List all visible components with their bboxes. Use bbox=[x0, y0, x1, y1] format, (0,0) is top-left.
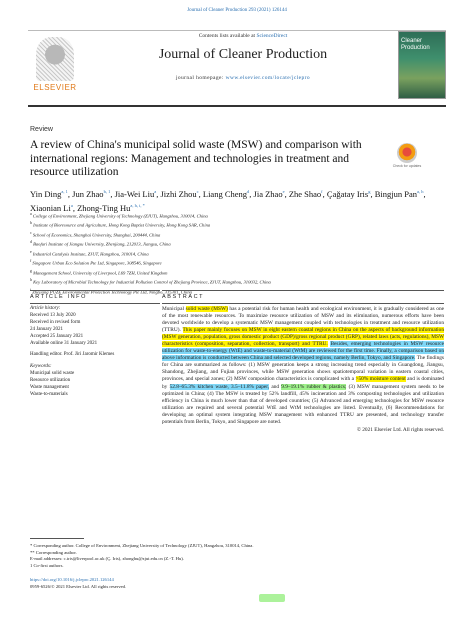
divider bbox=[162, 290, 444, 291]
affiliation-item bbox=[30, 287, 440, 296]
affiliation-text: Management School, University of Liverpool, L69 7ZH, United Kingdom bbox=[31, 270, 168, 276]
history-item: Received 13 July 2020 bbox=[30, 312, 76, 318]
abstract-text bbox=[162, 306, 444, 425]
affiliation-text: Institute of Bioresource and Agriculture, Hong Kong Baptist University, Hong Kong SAR, China bbox=[31, 222, 211, 228]
publisher-name: ELSEVIER bbox=[33, 83, 77, 92]
author-affil-mark[interactable]: a, h, i, * bbox=[130, 202, 145, 208]
keyword-item: Waste management bbox=[30, 385, 69, 391]
journal-cover bbox=[398, 31, 446, 99]
author-name: Bingjun Pan bbox=[374, 188, 418, 199]
author-name: Zhong-Ting Hu bbox=[77, 202, 131, 213]
contents-prefix: Contents lists available at bbox=[198, 33, 257, 39]
history-item: Received in revised form bbox=[30, 319, 81, 325]
author-affil-mark[interactable]: e bbox=[282, 189, 285, 194]
issn-line: 0959-6526/© 2021 Elsevier Ltd. All rights reserved. bbox=[30, 584, 127, 589]
keyword-item: Waste-to-materials bbox=[30, 391, 68, 397]
crossmark-label: Check for updates bbox=[392, 164, 422, 168]
author-name: Jia-Wei Liu bbox=[114, 188, 155, 199]
affiliation-item bbox=[30, 230, 440, 239]
author-separator: , bbox=[67, 188, 73, 199]
affiliation-text: Key Laboratory of Microbial Technology for Industrial Pollution Control of Zhejiang Province, ZJUT, Hangzhou, 310032, China bbox=[31, 279, 271, 285]
affiliation-text: School of Economics, Shanghai University, Shanghai, 200444, China bbox=[31, 232, 161, 238]
affiliation-mark: a bbox=[30, 212, 32, 216]
author-name: Zhe Shao bbox=[288, 188, 322, 199]
sciencedirect-link[interactable]: ScienceDirect bbox=[256, 33, 288, 39]
footnotes bbox=[30, 543, 430, 569]
affiliation-mark: h bbox=[30, 278, 32, 283]
affiliation-mark: i bbox=[30, 287, 32, 292]
crossmark-icon[interactable] bbox=[397, 143, 417, 163]
author-affil-mark[interactable]: a bbox=[154, 189, 157, 194]
homepage-line bbox=[98, 75, 388, 81]
history-item: Available online 31 January 2021 bbox=[30, 340, 98, 346]
abstract-segment: and bbox=[269, 383, 282, 390]
affiliation-list bbox=[30, 211, 440, 296]
divider bbox=[30, 287, 160, 292]
affiliation-text: Zhejiang PUZE Environmental Protection Technology Pte Ltd, Ningbo, 315301, China bbox=[31, 289, 192, 295]
author-affil-mark[interactable]: f bbox=[321, 189, 323, 194]
keyword-item: Resource utilization bbox=[30, 378, 71, 384]
affiliation-mark: e bbox=[30, 249, 32, 254]
author-name: Xiaonian Li bbox=[30, 202, 71, 213]
keywords-heading: Keywords: bbox=[30, 364, 52, 370]
journal-citation[interactable]: Journal of Cleaner Production 293 (2021) 126144 bbox=[187, 8, 287, 13]
author-name: Jia Zhao bbox=[253, 188, 283, 199]
abstract-segment: has a potential risk for human health and ecological environment, it is gradually considered as one of the most renewable resources. To maximize resource utilization of MSW and its elimination, numerous efforts have been devoted worldwide to develop a systematic MSW management coupled with technologies in treatment and resource utilization (TTRU). bbox=[162, 306, 444, 334]
doi-link[interactable]: https://doi.org/10.1016/j.jclepro.2021.126144 bbox=[30, 577, 114, 582]
affiliation-item bbox=[30, 258, 440, 267]
article-title: A review of China's municipal solid waste (MSW) and comparison with international regions: Management and technologies in treatment and resource utilization bbox=[30, 139, 362, 178]
divider bbox=[30, 303, 160, 304]
author-separator: , bbox=[284, 188, 289, 199]
author-affil-mark[interactable]: d bbox=[247, 189, 250, 194]
contents-line bbox=[98, 33, 388, 39]
author-name: Çağatay Iris bbox=[326, 188, 369, 199]
footnote-item: ** Corresponding author. bbox=[30, 549, 77, 555]
abstract-body bbox=[162, 306, 444, 434]
affiliation-mark: c bbox=[30, 230, 32, 235]
cover-title: Cleaner Production bbox=[401, 38, 430, 51]
author-affil-mark[interactable]: a bbox=[70, 202, 73, 208]
divider bbox=[162, 303, 444, 304]
author-separator: , bbox=[72, 202, 78, 213]
history-item: Accepted 25 January 2021 bbox=[30, 333, 84, 339]
affiliation-text: College of Environment, Zhejiang University of Technology (ZJUT), Hangzhou, 310014, China bbox=[31, 213, 208, 219]
abstract-segment: The findings for China are summarized as follows: (1) MSW generation keeps a strong increasing trend especially in Guangdong, Jiangsu, Shandong, Zhejiang, and Fujian provinces, while MSW generation shows spatiotemporal variation in eastern coastal cities, provinces, and special zones; (2) MSW composition characteristics is complicated with a bbox=[162, 355, 444, 383]
author-affil-mark[interactable]: b, 1 bbox=[103, 189, 111, 194]
footnote-item: * Corresponding author. College of Environment, Zhejiang University of Technology (ZJUT), Hangzhou, 310014, China. bbox=[30, 543, 254, 548]
author-name: Yin Ding bbox=[30, 188, 62, 199]
affiliation-mark: b bbox=[30, 221, 32, 226]
author-separator: , bbox=[322, 188, 327, 199]
highlighted-text: 52.8–65.3% kitchen waste, 3.5–11.8% paper, bbox=[169, 383, 270, 390]
author-separator: , bbox=[249, 188, 254, 199]
article-info-heading: ARTICLE INFO bbox=[30, 294, 87, 300]
footnote-item: E-mail addresses: c.iris@liverpool.ac.uk (Ç. Iris), zhonghu@zjut.edu.cn (Z.-T. Hu). bbox=[30, 556, 184, 562]
abstract-segment: (3) MSW management system needs to be optimized in China; (4) The MSW is treated by 52% landfill, 45% incineration and 3% composting technologies and utilization efficiency in China is much lower than that of developed countries; (5) Advanced and emerging technologies for MSW resource utilization are required and several potential WtE and WtM technologies are listed. Eventually, (6) Recommendations for developing an optimal system integrating MSW management with enhanced TTRU are presented, and technology transfer potentials from Berlin, Tokyo, and Singapore are noted. bbox=[162, 383, 445, 425]
highlight-mark bbox=[259, 594, 285, 602]
footnote-divider bbox=[30, 538, 84, 539]
footnote-item: 1 Co-first authors. bbox=[30, 562, 64, 568]
journal-title: Journal of Cleaner Production bbox=[158, 47, 328, 62]
affiliation-mark: d bbox=[30, 240, 32, 245]
affiliation-item bbox=[30, 277, 440, 286]
author-separator: , bbox=[423, 188, 426, 199]
highlighted-text: solid waste (MSW) bbox=[185, 306, 228, 312]
history-item: 24 January 2021 bbox=[30, 326, 64, 332]
highlighted-text: This paper mainly focuses on MSW in eight eastern coastal regions in China on the aspects of background information (MSW generation, population, gross domestic product (GDP)/gross regional product (GRP), related laws (acts, regulations), MSW characteristics (composition, separation, collection, transport) and TTRU. bbox=[162, 327, 445, 348]
homepage-prefix: journal homepage: bbox=[175, 75, 226, 81]
keyword-item: Municipal solid waste bbox=[30, 371, 75, 377]
author-affil-mark[interactable]: c bbox=[196, 189, 199, 194]
abstract-segment: Municipal bbox=[162, 306, 186, 312]
author-separator: , bbox=[110, 188, 115, 199]
history-heading: Article history: bbox=[30, 306, 61, 311]
author-name: Jun Zhao bbox=[72, 188, 104, 199]
author-affil-mark[interactable]: g bbox=[368, 189, 371, 194]
elsevier-tree-icon bbox=[36, 37, 74, 81]
author-name: Liang Cheng bbox=[202, 188, 248, 199]
abstract-segment: and is dominated by bbox=[162, 376, 444, 390]
abstract-heading: ABSTRACT bbox=[162, 294, 205, 300]
highlighted-text: >50% moisture content bbox=[355, 376, 406, 383]
journal-header bbox=[28, 30, 446, 107]
author-name: Jizhi Zhou bbox=[160, 188, 197, 199]
homepage-link[interactable]: www.elsevier.com/locate/jclepro bbox=[225, 75, 311, 81]
author-affil-mark[interactable]: a, h bbox=[417, 189, 424, 194]
highlighted-text: Besides, emerging technologies in MSW resource utilization for waste-to-energy (WtE) and waste-to-material (WtM) are reviewed for the first time. Finally, a comparison based on above information is conducted between China and selected developed regions, namely Berlin, Tokyo, and Singapore. bbox=[162, 341, 444, 362]
affiliation-item bbox=[30, 268, 440, 277]
affiliation-mark: g bbox=[30, 268, 32, 273]
author-affil-mark[interactable]: a, 1 bbox=[61, 189, 68, 194]
article-info bbox=[30, 306, 158, 399]
author-separator: , bbox=[198, 188, 203, 199]
affiliation-item bbox=[30, 239, 440, 248]
author-list bbox=[30, 186, 430, 214]
keywords-list bbox=[30, 371, 158, 399]
affiliation-text: Industrial Catalysis Institute, ZJUT, Hangzhou, 310014, China bbox=[31, 251, 149, 257]
copyright: © 2021 Elsevier Ltd. All rights reserved. bbox=[356, 426, 444, 433]
elsevier-logo bbox=[30, 37, 78, 95]
author-separator: , bbox=[370, 188, 375, 199]
affiliation-item bbox=[30, 211, 440, 220]
handling-editor: Handling editor. Prof. Jiri Jaromir Klemes bbox=[30, 352, 115, 358]
author-separator: , bbox=[156, 188, 161, 199]
affiliation-text: Baofuri Institute of Jiangsu University, Zhenjiang, 212013, Jiangsu, China bbox=[31, 241, 171, 247]
affiliation-item bbox=[30, 220, 440, 229]
history-list bbox=[30, 313, 158, 348]
article-type: Review bbox=[30, 126, 53, 133]
affiliation-text: Singapore Urban Eco Solution Pte Ltd, Singapore, 308546, Singapore bbox=[31, 260, 162, 266]
highlighted-text: 9.9–19.1% rubber & plastics; bbox=[281, 383, 347, 390]
affiliation-mark: f bbox=[30, 259, 32, 264]
affiliation-item bbox=[30, 249, 440, 258]
